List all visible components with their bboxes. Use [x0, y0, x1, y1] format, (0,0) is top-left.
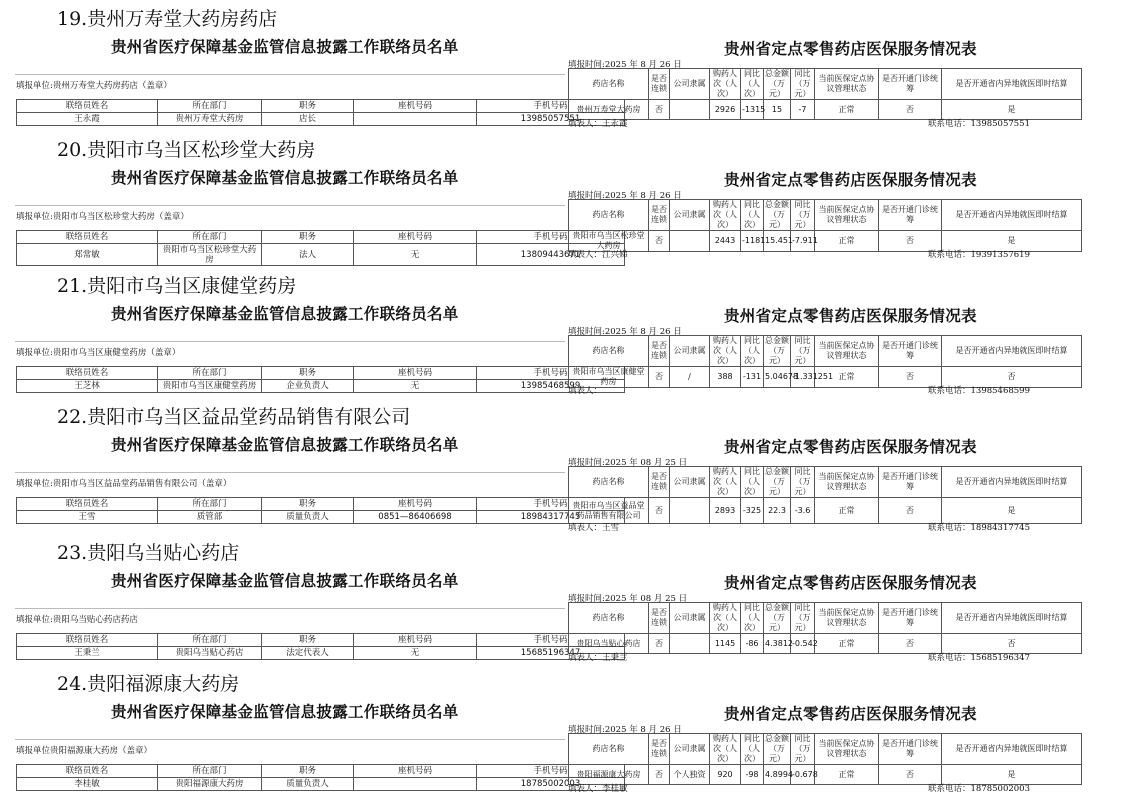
service-header-cell: 同比（万元） [791, 200, 815, 231]
liaison-list-title: 贵州省医疗保障基金监管信息披露工作联络员名单 [111, 38, 459, 56]
section-heading: 23.贵阳乌当贴心药店 [57, 542, 240, 564]
service-header-cell: 药店名称 [569, 467, 649, 498]
service-header-cell: 同比（人次） [741, 603, 764, 634]
service-header-cell: 是否开通门诊统筹 [879, 467, 942, 498]
liaison-header-row [17, 100, 625, 113]
liaison-header-cell: 手机号码 [477, 765, 625, 778]
fill-time: 填报时间:2025 年 8 月 26 日 [568, 191, 682, 201]
header-rule [15, 205, 565, 206]
liaison-list-title: 贵州省医疗保障基金监管信息披露工作联络员名单 [111, 305, 459, 323]
service-cell: 贵阳市乌当区益品堂药品销售有限公司 [569, 498, 649, 524]
service-header-cell: 同比（人次） [741, 200, 764, 231]
service-header-row [569, 467, 1082, 498]
liaison-table [16, 366, 625, 393]
service-header-cell: 药店名称 [569, 603, 649, 634]
service-table-title: 贵州省定点零售药店医保服务情况表 [724, 438, 977, 456]
liaison-header-cell: 手机号码 [477, 634, 625, 647]
service-cell: 个人独资 [670, 765, 710, 785]
header-rule [15, 74, 565, 75]
service-cell: 22.3 [764, 498, 791, 524]
reporting-unit: 填报单位:贵阳市乌当区益品堂药品销售有限公司（盖章） [16, 479, 232, 489]
liaison-header-cell: 座机号码 [354, 100, 477, 113]
service-table [568, 602, 1082, 654]
liaison-cell: 贵阳福源康大药房 [158, 778, 262, 791]
service-cell: 是 [942, 765, 1082, 785]
liaison-header-row [17, 634, 625, 647]
liaison-header-cell: 所在部门 [158, 231, 262, 244]
service-header-cell: 药店名称 [569, 734, 649, 765]
service-header-cell: 是否连锁 [649, 734, 670, 765]
service-cell: 否 [879, 765, 942, 785]
liaison-cell: 法定代表人 [262, 647, 354, 660]
reporting-unit: 填报单位:贵阳乌当贴心药店药店 [16, 615, 138, 625]
header-rule [15, 739, 565, 740]
service-header-cell: 是否开通省内异地就医即时结算 [942, 467, 1082, 498]
service-header-cell: 公司隶属 [670, 734, 710, 765]
service-header-cell: 当前医保定点协议管理状态 [815, 603, 879, 634]
fill-time: 填报时间:2025 年 08 月 25 日 [568, 594, 688, 604]
service-data-row [569, 498, 1082, 524]
contact-phone: 联系电话：15685196347 [928, 653, 1030, 663]
liaison-cell [354, 113, 477, 126]
filler-name: 填表人：王永霞 [568, 119, 628, 129]
liaison-cell: 无 [354, 380, 477, 393]
service-table-title: 贵州省定点零售药店医保服务情况表 [724, 705, 977, 723]
service-header-cell: 同比（万元） [791, 467, 815, 498]
liaison-cell: 李桂敏 [17, 778, 158, 791]
filler-name: 填表人： [568, 386, 603, 396]
liaison-header-cell: 职务 [262, 765, 354, 778]
header-rule [15, 341, 565, 342]
service-header-cell: 是否连锁 [649, 69, 670, 100]
service-header-row [569, 734, 1082, 765]
liaison-header-cell: 联络员姓名 [17, 231, 158, 244]
section-heading: 20.贵阳市乌当区松珍堂大药房 [57, 139, 316, 161]
liaison-cell: 贵州万寿堂大药房 [158, 113, 262, 126]
liaison-cell: 王永霞 [17, 113, 158, 126]
service-cell: 否 [649, 100, 670, 120]
service-table-title: 贵州省定点零售药店医保服务情况表 [724, 171, 977, 189]
service-cell: -3.6 [791, 498, 815, 524]
service-header-cell: 总金额（万元） [765, 467, 789, 496]
service-header-cell: 同比（万元） [791, 336, 815, 367]
filler-name: 填表人：王秉兰 [568, 653, 628, 663]
liaison-data-row [17, 647, 625, 660]
liaison-header-cell: 联络员姓名 [17, 634, 158, 647]
service-cell: 否 [649, 634, 670, 654]
liaison-header-cell: 联络员姓名 [17, 367, 158, 380]
service-header-cell: 是否连锁 [649, 200, 670, 231]
contact-phone: 联系电话：19391357619 [928, 250, 1030, 260]
liaison-header-cell: 座机号码 [354, 231, 477, 244]
service-cell: 否 [649, 498, 670, 524]
service-cell: 388 [710, 367, 741, 388]
header-rule [15, 608, 565, 609]
liaison-header-cell: 联络员姓名 [17, 765, 158, 778]
service-cell: 贵阳乌当贴心药店 [569, 634, 649, 654]
service-cell: -325 [741, 498, 764, 524]
service-header-cell: 同比（万元） [791, 603, 815, 634]
liaison-cell: 0851—86406698 [354, 511, 477, 524]
liaison-list-title: 贵州省医疗保障基金监管信息披露工作联络员名单 [111, 572, 459, 590]
service-table [568, 466, 1082, 524]
service-header-cell: 总金额（万元） [765, 69, 789, 98]
service-cell: -1181 [741, 231, 764, 252]
section-heading: 19.贵州万寿堂大药房药店 [57, 8, 278, 30]
liaison-header-cell: 职务 [262, 367, 354, 380]
service-header-cell: 公司隶属 [670, 336, 710, 367]
contact-phone: 联系电话：18785002003 [928, 784, 1030, 794]
service-cell: 2893 [710, 498, 741, 524]
liaison-table [16, 764, 625, 791]
service-cell: 920 [710, 765, 741, 785]
liaison-header-cell: 座机号码 [354, 367, 477, 380]
liaison-cell [354, 778, 477, 791]
service-cell: 否 [879, 231, 942, 252]
service-header-cell: 公司隶属 [670, 603, 710, 634]
header-rule [15, 472, 565, 473]
service-header-cell: 是否连锁 [649, 467, 670, 498]
service-cell: 15.451 [764, 231, 791, 252]
service-cell: 正常 [815, 231, 879, 252]
service-header-cell: 同比（人次） [741, 467, 764, 498]
service-cell: 正常 [815, 634, 879, 654]
service-header-cell: 是否开通门诊统筹 [879, 603, 942, 634]
service-cell: -131 [741, 367, 764, 388]
contact-phone: 联系电话：13985057551 [928, 119, 1030, 129]
liaison-cell: 王秉兰 [17, 647, 158, 660]
reporting-unit: 填报单位:贵州万寿堂大药房药店（盖章） [16, 81, 172, 91]
service-header-cell: 购药人次（人次） [710, 336, 741, 367]
service-table [568, 199, 1082, 252]
liaison-header-cell: 职务 [262, 498, 354, 511]
liaison-cell: 18984317745 [477, 511, 625, 524]
service-header-cell: 是否开通省内异地就医即时结算 [942, 336, 1082, 367]
service-cell: 否 [879, 367, 942, 388]
liaison-cell: 贵阳市乌当区松珍堂大药房 [158, 244, 262, 266]
service-header-cell: 是否开通门诊统筹 [879, 336, 942, 367]
service-cell: 5.04678 [764, 367, 791, 388]
service-header-cell: 当前医保定点协议管理状态 [815, 336, 879, 367]
service-header-cell: 购药人次（人次） [710, 69, 741, 100]
service-header-cell: 是否开通省内异地就医即时结算 [942, 200, 1082, 231]
service-header-cell: 是否连锁 [649, 603, 670, 634]
service-header-cell: 是否开通省内异地就医即时结算 [942, 734, 1082, 765]
fill-time: 填报时间:2025 年 8 月 26 日 [568, 60, 682, 70]
liaison-header-cell: 手机号码 [477, 367, 625, 380]
service-header-cell: 同比（人次） [741, 734, 764, 765]
service-cell [670, 100, 710, 120]
reporting-unit: 填报单位贵阳福源康大药房（盖章） [16, 746, 153, 756]
service-header-cell: 购药人次（人次） [710, 603, 741, 634]
liaison-cell: 13809443671 [477, 244, 625, 266]
service-cell: -0.678 [791, 765, 815, 785]
liaison-cell: 贵阳市乌当区康健堂药房 [158, 380, 262, 393]
liaison-header-cell: 所在部门 [158, 634, 262, 647]
filler-name: 填表人：李桂敏 [568, 784, 628, 794]
service-cell: 是 [942, 498, 1082, 524]
section-heading: 24.贵阳福源康大药房 [57, 673, 240, 695]
section-heading: 22.贵阳市乌当区益品堂药品销售有限公司 [57, 406, 411, 428]
liaison-table [16, 99, 625, 126]
service-cell: 正常 [815, 367, 879, 388]
liaison-header-cell: 所在部门 [158, 100, 262, 113]
service-cell: 正常 [815, 498, 879, 524]
service-header-cell: 同比（万元） [791, 734, 815, 765]
service-cell: 否 [879, 634, 942, 654]
service-cell: -86 [741, 634, 764, 654]
service-cell: 是 [942, 231, 1082, 252]
section-heading: 21.贵阳市乌当区康健堂药房 [57, 275, 297, 297]
liaison-cell: 质量负责人 [262, 778, 354, 791]
service-header-cell: 当前医保定点协议管理状态 [815, 467, 879, 498]
liaison-cell: 质管部 [158, 511, 262, 524]
liaison-cell: 王雪 [17, 511, 158, 524]
contact-phone: 联系电话：13985468599 [928, 386, 1030, 396]
fill-time: 填报时间:2025 年 08 月 25 日 [568, 458, 688, 468]
service-header-cell: 总金额（万元） [765, 336, 789, 365]
liaison-header-cell: 职务 [262, 100, 354, 113]
service-header-row [569, 336, 1082, 367]
liaison-list-title: 贵州省医疗保障基金监管信息披露工作联络员名单 [111, 169, 459, 187]
liaison-header-cell: 手机号码 [477, 498, 625, 511]
service-header-cell: 药店名称 [569, 69, 649, 100]
liaison-cell: 郑常敏 [17, 244, 158, 266]
service-cell: 贵阳市乌当区松珍堂大药房 [569, 231, 649, 252]
filler-name: 填表人：江兴娣 [568, 250, 628, 260]
liaison-header-cell: 所在部门 [158, 367, 262, 380]
service-cell: 15 [764, 100, 791, 120]
service-table [568, 733, 1082, 785]
liaison-table [16, 230, 625, 266]
service-cell [670, 498, 710, 524]
service-cell: 否 [649, 367, 670, 388]
liaison-header-cell: 职务 [262, 231, 354, 244]
service-header-row [569, 69, 1082, 100]
liaison-header-cell: 手机号码 [477, 100, 625, 113]
service-table [568, 68, 1082, 120]
service-cell: 1145 [710, 634, 741, 654]
service-table-title: 贵州省定点零售药店医保服务情况表 [724, 574, 977, 592]
service-cell: 2926 [710, 100, 741, 120]
service-cell: 否 [649, 765, 670, 785]
service-cell: -1315 [741, 100, 764, 120]
service-header-row [569, 200, 1082, 231]
service-header-cell: 同比（万元） [791, 69, 815, 100]
service-header-cell: 当前医保定点协议管理状态 [815, 69, 879, 100]
service-cell: 贵阳市乌当区康健堂药房 [569, 367, 649, 388]
liaison-list-title: 贵州省医疗保障基金监管信息披露工作联络员名单 [111, 703, 459, 721]
service-cell: 贵州万寿堂大药房 [569, 100, 649, 120]
liaison-cell: 企业负责人 [262, 380, 354, 393]
service-header-cell: 是否开通门诊统筹 [879, 69, 942, 100]
service-cell: 正常 [815, 100, 879, 120]
service-cell: 正常 [815, 765, 879, 785]
liaison-header-cell: 联络员姓名 [17, 100, 158, 113]
service-table [568, 335, 1082, 388]
service-header-row [569, 603, 1082, 634]
service-cell: -1.331251 [791, 367, 815, 388]
service-table-title: 贵州省定点零售药店医保服务情况表 [724, 40, 977, 58]
service-cell: 4.8994 [764, 765, 791, 785]
service-header-cell: 是否开通省内异地就医即时结算 [942, 69, 1082, 100]
liaison-list-title: 贵州省医疗保障基金监管信息披露工作联络员名单 [111, 436, 459, 454]
service-header-cell: 药店名称 [569, 336, 649, 367]
service-cell: 是 [942, 100, 1082, 120]
liaison-cell: 法人 [262, 244, 354, 266]
liaison-header-cell: 手机号码 [477, 231, 625, 244]
liaison-data-row [17, 778, 625, 791]
service-header-cell: 总金额（万元） [765, 200, 789, 229]
service-header-cell: 购药人次（人次） [710, 200, 741, 231]
filler-name: 填表人：王雪 [568, 523, 620, 533]
reporting-unit: 填报单位:贵阳市乌当区康健堂药房（盖章） [16, 348, 181, 358]
liaison-header-row [17, 498, 625, 511]
service-cell: 贵阳福源康大药房 [569, 765, 649, 785]
liaison-cell: 13985057551 [477, 113, 625, 126]
service-header-cell: 公司隶属 [670, 69, 710, 100]
service-cell: 2443 [710, 231, 741, 252]
service-cell: -98 [741, 765, 764, 785]
service-header-cell: 同比（人次） [741, 336, 764, 367]
service-table-title: 贵州省定点零售药店医保服务情况表 [724, 307, 977, 325]
service-header-cell: 总金额（万元） [765, 734, 789, 763]
liaison-cell: 店长 [262, 113, 354, 126]
service-cell: -7.911 [791, 231, 815, 252]
liaison-header-row [17, 765, 625, 778]
liaison-header-cell: 所在部门 [158, 498, 262, 511]
liaison-table [16, 497, 625, 524]
service-header-cell: 公司隶属 [670, 467, 710, 498]
service-header-cell: 同比（人次） [741, 69, 764, 100]
liaison-header-cell: 座机号码 [354, 634, 477, 647]
contact-phone: 联系电话：18984317745 [928, 523, 1030, 533]
service-header-cell: 是否开通门诊统筹 [879, 200, 942, 231]
liaison-cell: 无 [354, 647, 477, 660]
service-cell [670, 231, 710, 252]
service-cell [670, 634, 710, 654]
liaison-header-cell: 职务 [262, 634, 354, 647]
service-header-cell: 药店名称 [569, 200, 649, 231]
fill-time: 填报时间:2025 年 8 月 26 日 [568, 725, 682, 735]
service-cell: -7 [791, 100, 815, 120]
service-header-cell: 购药人次（人次） [710, 734, 741, 765]
service-cell: 4.3812 [764, 634, 791, 654]
liaison-data-row [17, 113, 625, 126]
service-header-cell: 当前医保定点协议管理状态 [815, 734, 879, 765]
liaison-cell: 王芝林 [17, 380, 158, 393]
liaison-table [16, 633, 625, 660]
liaison-data-row [17, 380, 625, 393]
liaison-header-cell: 座机号码 [354, 765, 477, 778]
liaison-cell: 18785002003 [477, 778, 625, 791]
liaison-cell: 15685196347 [477, 647, 625, 660]
service-header-cell: 是否开通省内异地就医即时结算 [942, 603, 1082, 634]
service-cell: / [670, 367, 710, 388]
service-header-cell: 是否连锁 [649, 336, 670, 367]
service-header-cell: 当前医保定点协议管理状态 [815, 200, 879, 231]
service-header-cell: 是否开通门诊统筹 [879, 734, 942, 765]
liaison-header-cell: 座机号码 [354, 498, 477, 511]
liaison-cell: 贵阳乌当贴心药店 [158, 647, 262, 660]
fill-time: 填报时间:2025 年 8 月 26 日 [568, 327, 682, 337]
liaison-cell: 13985468599 [477, 380, 625, 393]
service-cell: 否 [942, 634, 1082, 654]
liaison-header-row [17, 367, 625, 380]
service-header-cell: 总金额（万元） [765, 603, 789, 632]
liaison-header-cell: 联络员姓名 [17, 498, 158, 511]
service-cell: -0.542 [791, 634, 815, 654]
liaison-cell: 无 [354, 244, 477, 266]
liaison-data-row [17, 511, 625, 524]
reporting-unit: 填报单位:贵阳市乌当区松珍堂大药房（盖章） [16, 212, 189, 222]
service-cell: 否 [879, 498, 942, 524]
service-cell: 否 [649, 231, 670, 252]
liaison-cell: 质量负责人 [262, 511, 354, 524]
service-cell: 否 [942, 367, 1082, 388]
liaison-data-row [17, 244, 625, 266]
liaison-header-cell: 所在部门 [158, 765, 262, 778]
service-cell: 否 [879, 100, 942, 120]
service-header-cell: 公司隶属 [670, 200, 710, 231]
service-header-cell: 购药人次（人次） [710, 467, 741, 498]
liaison-header-row [17, 231, 625, 244]
